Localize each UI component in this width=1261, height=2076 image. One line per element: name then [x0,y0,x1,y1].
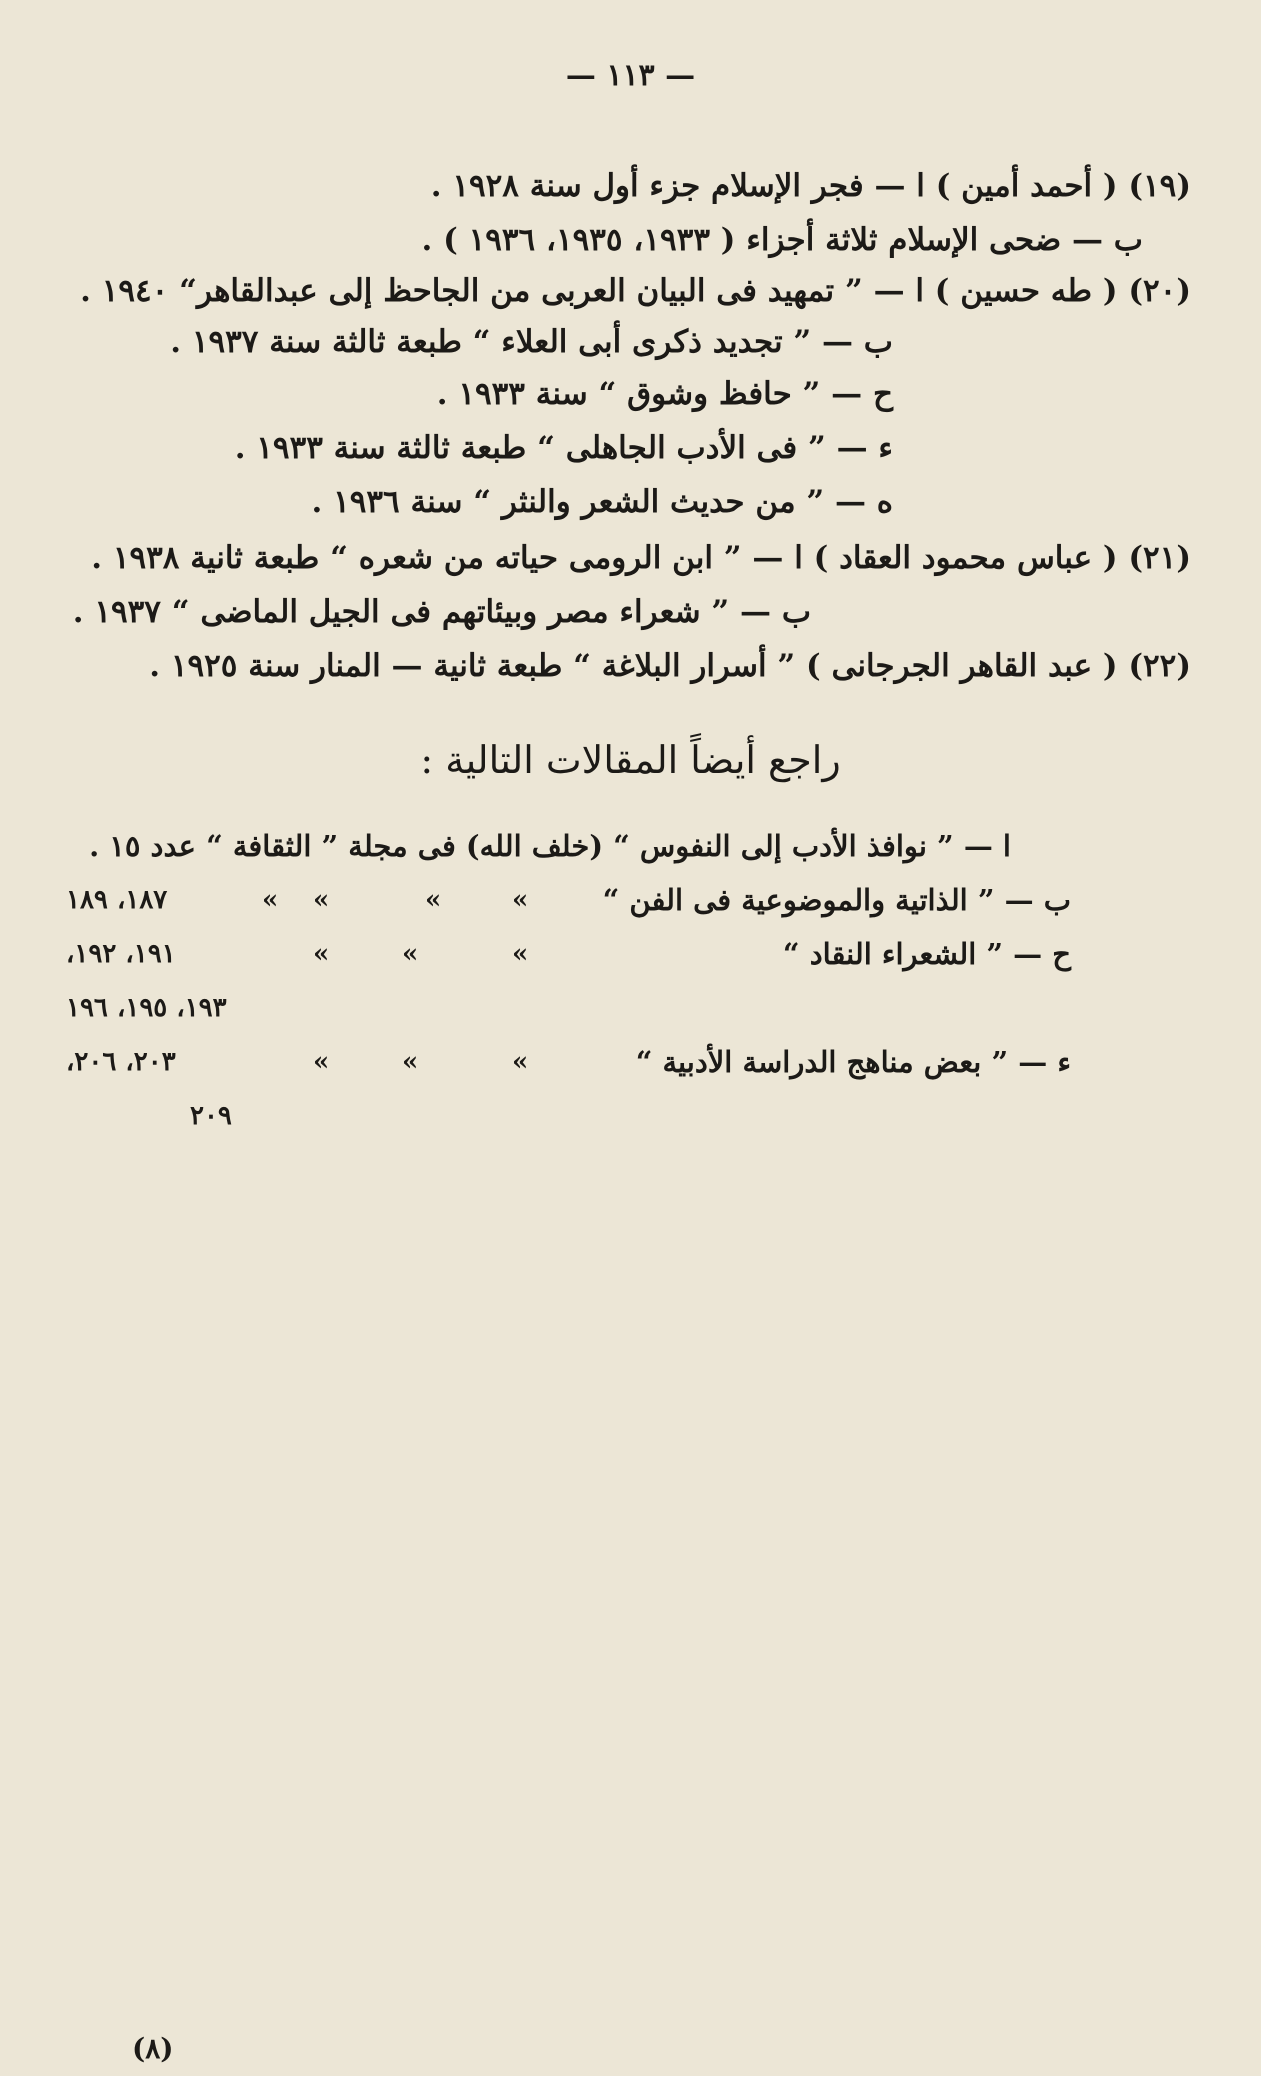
article-d-numbers-cont: ٢٠٩ [190,1101,232,1131]
reference-19a: (١٩) ( أحمد أمين ) ا — فجر الإسلام جزء أول سنة ١٩٢٨ . [430,168,1191,204]
reference-20d: ء — ” فى الأدب الجاهلى “ طبعة ثالثة سنة ١٩٣٣ . [234,430,893,466]
reference-20e: ه — ” من حديث الشعر والنثر “ سنة ١٩٣٦ . [311,484,893,520]
reference-21a: (٢١) ( عباس محمود العقاد ) ا — ” ابن الرومى حياته من شعره “ طبعة ثانية ١٩٣٨ . [91,540,1191,576]
article-d-ditto: » [402,1047,419,1077]
article-d-title: ء — ” بعض مناهج الدراسة الأدبية “ [635,1045,1071,1079]
article-c-title: ح — ” الشعراء النقاد “ [782,937,1071,971]
signature-mark: (٨) [132,2032,174,2065]
article-b-numbers: ١٨٧، ١٨٩ [66,885,168,915]
reference-22: (٢٢) ( عبد القاهر الجرجانى ) ” أسرار البلاغة “ طبعة ثانية — المنار سنة ١٩٢٥ . [149,648,1191,684]
reference-20b: ب — ” تجديد ذكرى أبى العلاء “ طبعة ثالثة سنة ١٩٣٧ . [170,324,893,360]
reference-21b: ب — ” شعراء مصر وبيئاتهم فى الجيل الماضى “ ١٩٣٧ . [72,594,811,630]
article-c-numbers: ١٩١، ١٩٢، [66,939,176,969]
article-b-title: ب — ” الذاتية والموضوعية فى الفن “ [602,883,1071,917]
reference-20a: (٢٠) ( طه حسين ) ا — ” تمهيد فى البيان العربى من الجاحظ إلى عبدالقاهر“ ١٩٤٠ . [80,273,1191,309]
reference-20c: ح — ” حافظ وشوق “ سنة ١٩٣٣ . [436,376,893,412]
article-c-numbers-cont: ١٩٣، ١٩٥، ١٩٦ [66,993,227,1023]
see-also-heading: راجع أيضاً المقالات التالية : [420,738,841,782]
article-d-numbers: ٢٠٣، ٢٠٦، [66,1047,176,1077]
page-number: — ١١٣ — [565,58,696,93]
reference-19b: ب — ضحى الإسلام ثلاثة أجزاء ( ١٩٣٣، ١٩٣٥، ١٩٣٦ ) . [421,222,1143,258]
article-c-ditto: » [313,939,330,969]
article-b-ditto: » [313,885,330,915]
article-a-title: ا — ” نوافذ الأدب إلى النفوس “ (خلف الله) فى مجلة ” الثقافة “ عدد ١٥ . [89,829,1011,863]
article-b-ditto: » [512,885,529,915]
article-b-ditto: » [425,885,442,915]
article-c-ditto: » [512,939,529,969]
article-b-ditto: » [262,885,279,915]
article-c-ditto: » [402,939,419,969]
article-d-ditto: » [313,1047,330,1077]
article-d-ditto: » [512,1047,529,1077]
